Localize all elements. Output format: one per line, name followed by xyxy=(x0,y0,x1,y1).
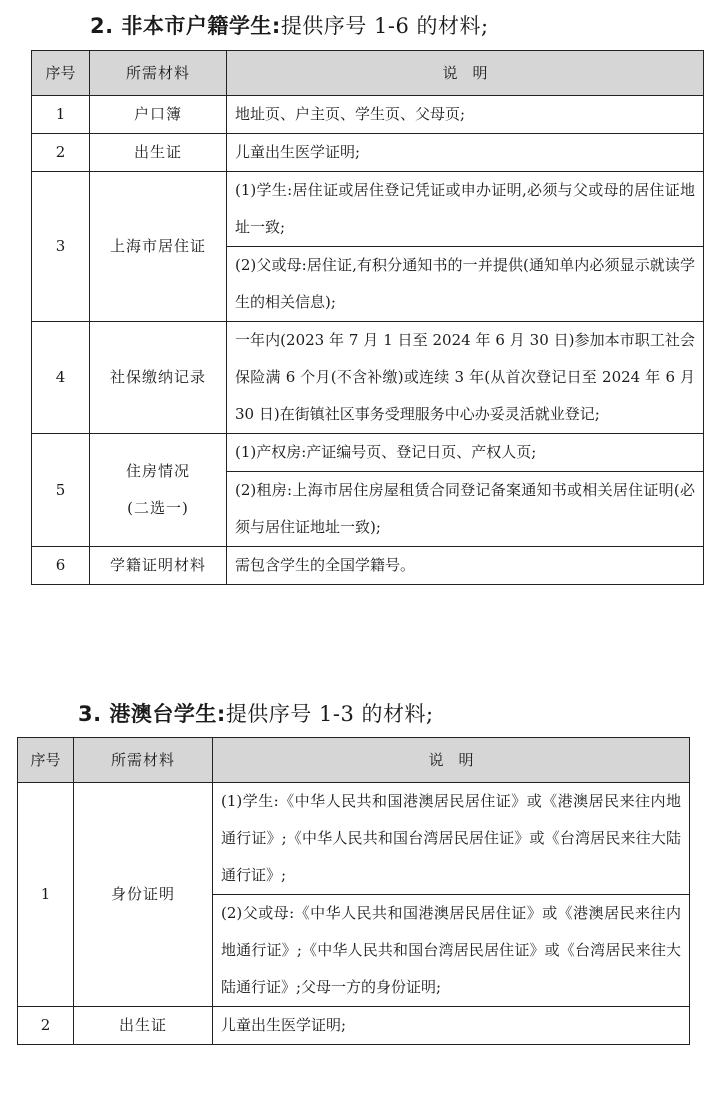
row-desc: 儿童出生医学证明; xyxy=(213,1007,690,1045)
table-row xyxy=(32,96,704,134)
table-header-row xyxy=(18,738,690,783)
row-desc: 儿童出生医学证明; xyxy=(227,134,704,172)
row-no: 3 xyxy=(32,172,90,322)
row-desc-a: (1)学生:居住证或居住登记凭证或申办证明,必须与父或母的居住证地址一致; xyxy=(227,172,704,247)
row-material: 住房情况 xyxy=(125,462,190,480)
table-row xyxy=(18,783,690,895)
section-2-heading xyxy=(90,10,489,40)
row-material: 上海市居住证 xyxy=(90,172,227,322)
row-no: 6 xyxy=(32,547,90,585)
row-material: 身份证明 xyxy=(74,783,213,1007)
row-no: 2 xyxy=(18,1007,74,1045)
row-no: 1 xyxy=(18,783,74,1007)
row-desc: 地址页、户主页、学生页、父母页; xyxy=(227,96,704,134)
row-desc: 一年内(2023 年 7 月 1 日至 2024 年 6 月 30 日)参加本市职工社会保险满 6 个月(不含补缴)或连续 3 年(从首次登记日至 2024 年 6 月 30 日)在街镇社区事务受理服务中心办妥灵活就业登记; xyxy=(227,322,704,434)
row-material: 学籍证明材料 xyxy=(90,547,227,585)
section-3-title-bold: 港澳台学生: xyxy=(109,702,226,726)
table-row xyxy=(32,322,704,434)
row-desc: 需包含学生的全国学籍号。 xyxy=(227,547,704,585)
row-desc-b: (2)父或母:《中华人民共和国港澳居民居住证》或《港澳居民来往内地通行证》;《中华人民共和国台湾居民居住证》或《台湾居民来往大陆通行证》;父母一方的身份证明; xyxy=(213,895,690,1007)
row-material: 社保缴纳记录 xyxy=(90,322,227,434)
header-no: 序号 xyxy=(18,738,74,783)
row-material-note: (二选一) xyxy=(127,499,189,517)
section-3-table xyxy=(17,737,690,1045)
row-desc-b: (2)租房:上海市居住房屋租赁合同登记备案通知书或相关居住证明(必须与居住证地址一致); xyxy=(227,472,704,547)
header-desc: 说 明 xyxy=(227,51,704,96)
section-2-title-bold: 非本市户籍学生: xyxy=(121,14,281,38)
table-row xyxy=(32,434,704,472)
row-no: 5 xyxy=(32,434,90,547)
header-no: 序号 xyxy=(32,51,90,96)
header-material: 所需材料 xyxy=(74,738,213,783)
section-3-title-num: 3. xyxy=(78,702,110,726)
header-material: 所需材料 xyxy=(90,51,227,96)
row-no: 4 xyxy=(32,322,90,434)
row-desc-a: (1)产权房:产证编号页、登记日页、产权人页; xyxy=(227,434,704,472)
section-3-title-rest: 提供序号 1-3 的材料; xyxy=(225,702,434,726)
section-3-heading xyxy=(78,698,434,728)
table-header-row xyxy=(32,51,704,96)
table-row xyxy=(18,1007,690,1045)
section-2-table xyxy=(31,50,704,585)
section-2-title-rest: 提供序号 1-6 的材料; xyxy=(280,14,489,38)
table-row xyxy=(32,547,704,585)
row-desc-a: (1)学生:《中华人民共和国港澳居民居住证》或《港澳居民来往内地通行证》;《中华人民共和国台湾居民居住证》或《台湾居民来往大陆通行证》; xyxy=(213,783,690,895)
row-material: 户口簿 xyxy=(90,96,227,134)
row-material: 出生证 xyxy=(90,134,227,172)
row-material-cell xyxy=(90,434,227,547)
row-material: 出生证 xyxy=(74,1007,213,1045)
row-no: 2 xyxy=(32,134,90,172)
table-row xyxy=(32,134,704,172)
header-desc: 说 明 xyxy=(213,738,690,783)
section-2-title-num: 2. xyxy=(90,14,122,38)
row-no: 1 xyxy=(32,96,90,134)
row-desc-b: (2)父或母:居住证,有积分通知书的一并提供(通知单内必须显示就读学生的相关信息); xyxy=(227,247,704,322)
table-row xyxy=(32,172,704,247)
